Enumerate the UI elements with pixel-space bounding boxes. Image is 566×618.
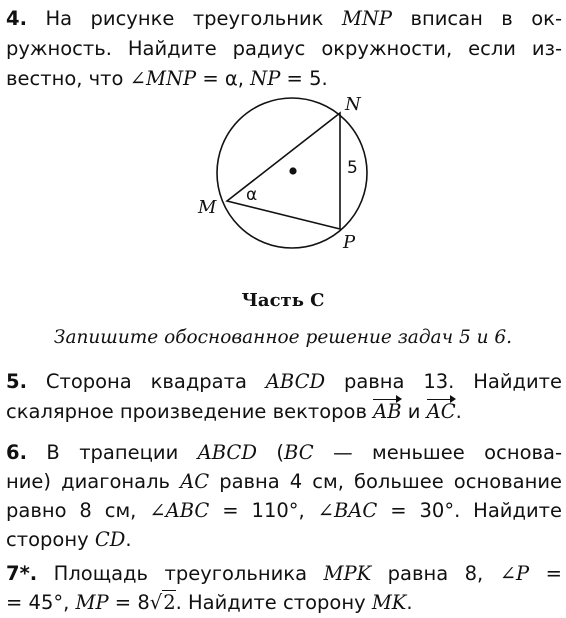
var-ac: AC — [180, 470, 210, 493]
text: = α, — [196, 67, 251, 90]
angle-bac: ∠BAC — [317, 499, 378, 522]
label-m: M — [198, 197, 217, 218]
text: = 8 — [108, 591, 150, 614]
problem-6-line-3 — [6, 496, 562, 526]
var-mp: MP — [75, 591, 109, 614]
text: = — [529, 562, 562, 585]
sqrt-sign: √ — [149, 591, 163, 614]
var-bc: BC — [284, 441, 314, 464]
var-cd: CD — [94, 528, 126, 551]
text: равна 13. Найдите — [325, 370, 563, 393]
text: . — [455, 400, 462, 423]
problem-5-line-1 — [6, 367, 562, 397]
text: скалярное произведение векторов — [6, 400, 374, 423]
circle-center-dot — [289, 167, 296, 174]
var-abcd: ABCD — [197, 441, 257, 464]
problem-5-number: 5. — [6, 370, 27, 393]
problem-6-line-4 — [6, 525, 562, 555]
section-instruction: Запишите обоснованное решение задач 5 и 6. — [53, 327, 513, 348]
text: На рисунке треугольник — [45, 7, 342, 30]
text: = 110°, — [209, 499, 318, 522]
var-np: NP — [250, 67, 281, 90]
label-p: P — [343, 232, 356, 253]
text: Площадь треугольника — [37, 562, 324, 585]
text: равна 8, — [371, 562, 500, 585]
problem-7-number: 7*. — [6, 562, 38, 585]
label-n: N — [345, 94, 361, 115]
var-mpk: MPK — [323, 562, 372, 585]
text: = 30°. Найдите — [377, 499, 562, 522]
text: . — [406, 591, 413, 614]
triangle-mnp — [227, 113, 340, 229]
text: . — [125, 528, 132, 551]
angle-abc: ∠ABC — [149, 499, 210, 522]
text: ( — [257, 441, 285, 464]
text: — меньшее основа- — [313, 441, 562, 464]
vector-ab: AB — [373, 397, 401, 427]
problem-4-number: 4. — [6, 7, 27, 30]
angle-p: ∠P — [499, 562, 530, 585]
text: . Найдите сторону — [175, 591, 372, 614]
section-title: Часть С — [241, 290, 325, 311]
var-abcd: ABCD — [265, 370, 326, 393]
text: ние) диагональ — [6, 470, 181, 493]
problem-5-line-2 — [6, 397, 562, 427]
problem-6-line-1 — [6, 438, 562, 468]
label-alpha: α — [246, 185, 258, 205]
problem-6-line-2 — [6, 467, 562, 497]
problem-6-number: 6. — [6, 441, 27, 464]
text: Сторона квадрата — [45, 370, 266, 393]
text: ружность. Найдите радиус окружности, если из- — [6, 37, 562, 60]
text: равна 4 см, большее основание — [209, 470, 562, 493]
angle-mnp: ∠MNP — [129, 67, 197, 90]
text: В трапеции — [26, 441, 198, 464]
vector-ac: AC — [427, 397, 456, 427]
sqrt-argument: 2 — [163, 591, 176, 614]
problem-7-line-1 — [6, 559, 562, 589]
var-mk: MK — [371, 591, 407, 614]
text: вестно, что — [6, 67, 130, 90]
var-mnp: MNP — [341, 7, 393, 30]
text: сторону — [6, 528, 95, 551]
text: = 45°, — [6, 591, 76, 614]
text: равно 8 см, — [6, 499, 150, 522]
problem-7-line-2 — [6, 588, 562, 618]
text: вписан в ок- — [392, 7, 562, 30]
text: = 5. — [280, 67, 328, 90]
text: и — [401, 400, 427, 423]
label-side-np: 5 — [347, 158, 358, 178]
